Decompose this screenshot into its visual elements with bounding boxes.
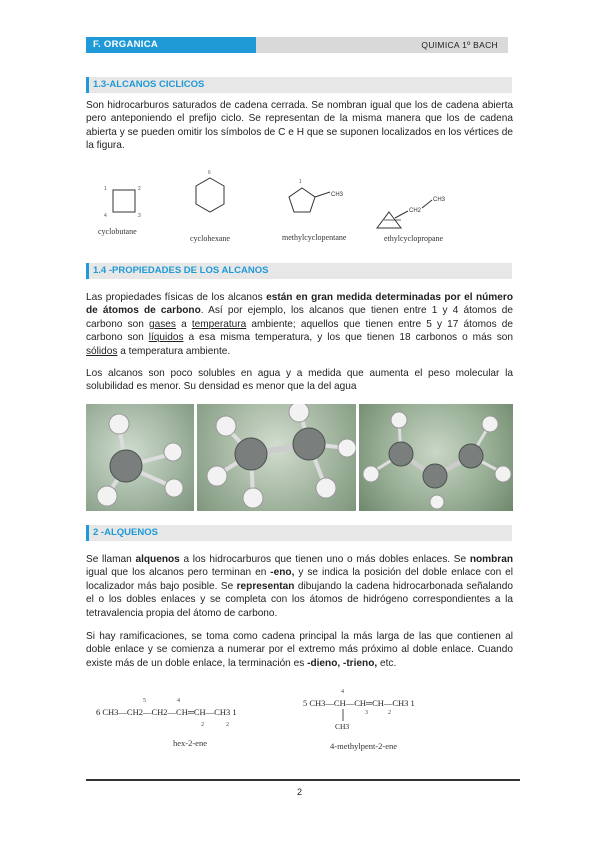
label-ethylcyclopropane: ethylcyclopropane xyxy=(384,234,444,243)
svg-text:2: 2 xyxy=(138,186,141,192)
branch-bond xyxy=(340,709,346,721)
propane-model-image xyxy=(359,404,513,511)
paragraph-alkenes-definition: Se llaman alquenos a los hidrocarburos que tienen uno o más dobles enlaces. Se nombran igual que los alcanos pero terminan en -eno, y se indica la posición del doble enlace con el localizador más bajo posible. Se representan dibujando la cadena hidrocarbonada señalando el o los dobles enlaces y se completa con los átomos de hidrógeno correspondientes a la tetravalencia propia del átomo de carbono. xyxy=(86,554,513,619)
name-hex-2-ene: hex-2-ene xyxy=(173,738,207,748)
page-number: 2 xyxy=(296,787,302,797)
paragraph-physical-properties: Las propiedades físicas de los alcanos están en gran medida determinadas por el número de átomos de carbono. Así por ejemplo, los alcanos que tienen entre 1 y 4 átomos de carbono son gases a temperatura ambiente; aquellos que tienen entre 5 y 17 átomos de carbono son líquidos a esa misma temperatura, y los que tienen 18 carbonos o más son sólidos a temperatura ambiente. xyxy=(86,292,513,357)
cyclohexane-ring xyxy=(196,178,224,212)
section-title: 1.4 -PROPIEDADES DE LOS ALCANOS xyxy=(93,265,269,276)
section-title: 1.3-ALCANOS CICLICOS xyxy=(93,79,205,90)
svg-text:1: 1 xyxy=(299,179,302,185)
formula-4-methylpent-2-ene: 5 CH3—CH—CH═CH—CH3 1 xyxy=(303,698,415,708)
header-course: QUIMICA 1º BACH xyxy=(421,40,498,50)
ethyl-ch3-label: CH3 xyxy=(433,197,446,203)
methylcyclopentane-ring xyxy=(289,188,315,212)
formula-hex-2-ene: 6 CH3—CH2—CH2—CH═CH—CH3 1 xyxy=(96,707,237,717)
label-methylcyclopentane: methylcyclopentane xyxy=(282,233,347,242)
section-heading-alkane-properties xyxy=(86,263,512,279)
footer-divider xyxy=(86,779,520,781)
methane-model-image xyxy=(86,404,194,511)
cyclobutane-ring xyxy=(113,190,135,212)
svg-text:6: 6 xyxy=(208,170,211,176)
label-cyclohexane: cyclohexane xyxy=(190,234,230,243)
section-heading-cyclic-alkanes xyxy=(86,77,512,93)
svg-text:3: 3 xyxy=(138,213,141,219)
svg-text:4: 4 xyxy=(104,213,107,219)
paragraph-cyclic-alkanes: Son hidrocarburos saturados de cadena cerrada. Se nombran igual que los de cadena abierta pero anteponiendo el prefijo ciclo. Se representan de la misma manera que los de cadena abierta y se pueden omitir los símbolos de C e H que se suponen localizados en los vértices de la figura. xyxy=(86,100,513,152)
paragraph-solubility: Los alcanos son poco solubles en agua y a medida que aumenta el peso molecular la solubilidad es menor. Su densidad es menor que la del agua xyxy=(86,368,513,393)
formula-methyl-branch: CH3 xyxy=(335,722,350,731)
methyl-label: CH3 xyxy=(331,192,344,198)
svg-text:1: 1 xyxy=(104,186,107,192)
paragraph-ramifications: Si hay ramificaciones, se toma como cadena principal la más larga de las que contienen al doble enlace y se comienza a numerar por el extremo más próximo al doble enlace. Cuando existe más de un doble enlace, la terminación es -dieno, -trieno, etc. xyxy=(86,631,513,669)
header-left-bar xyxy=(86,37,256,53)
label-cyclobutane: cyclobutane xyxy=(98,227,137,236)
section-title: 2 -ALQUENOS xyxy=(93,527,158,538)
ethyl-ch2-label: CH2 xyxy=(409,208,422,214)
name-4-methylpent-2-ene: 4-methylpent-2-ene xyxy=(330,741,398,751)
header-subject: F. ORGANICA xyxy=(93,39,159,50)
section-heading-alkenes xyxy=(86,525,512,541)
ethane-model-image xyxy=(197,404,356,511)
header-right-bar xyxy=(256,37,508,53)
